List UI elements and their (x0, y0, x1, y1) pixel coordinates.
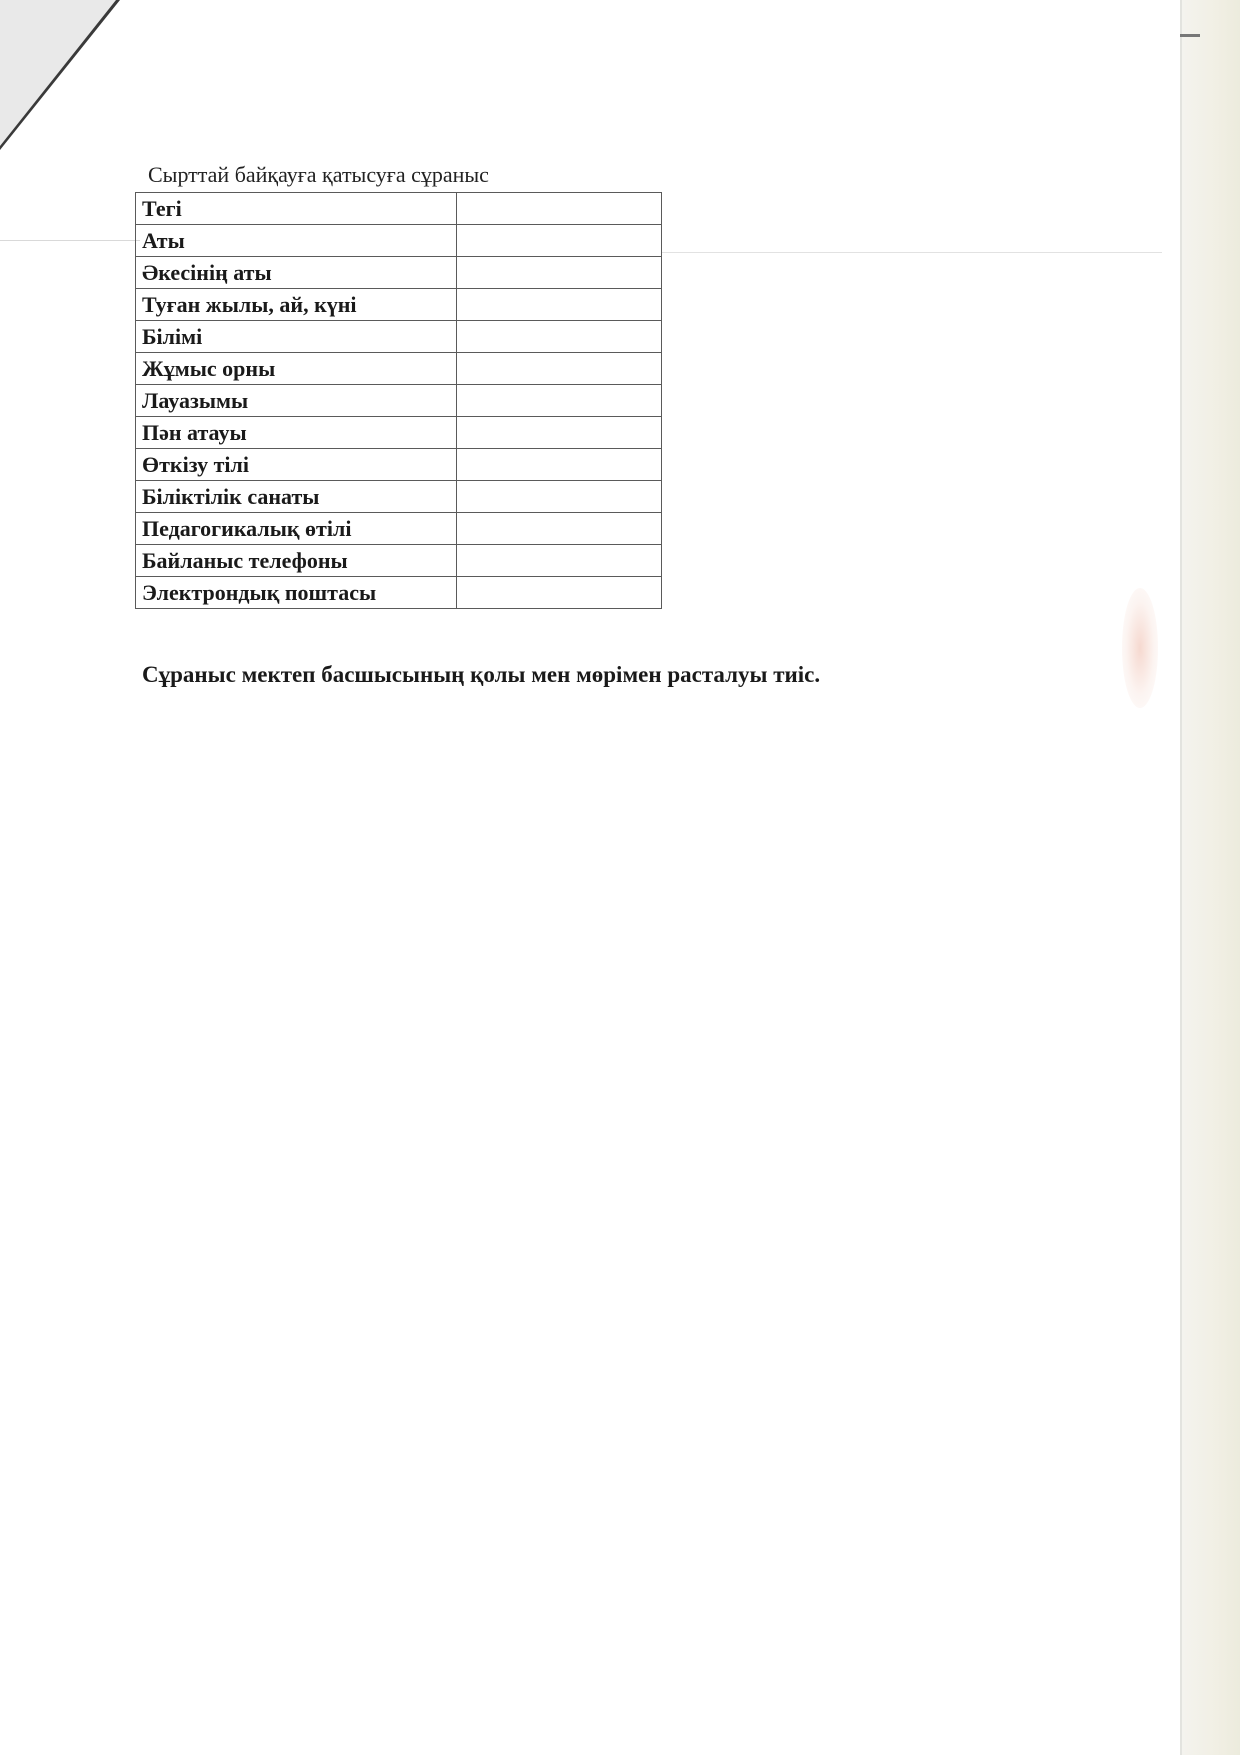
table-row (136, 577, 662, 609)
field-label: Лауазымы (136, 385, 457, 417)
field-value[interactable] (456, 513, 661, 545)
field-label: Педагогикалық өтілі (136, 513, 457, 545)
approval-note: Сұраныс мектеп басшысының қолы мен мөрімен расталуы тиіс. (142, 662, 821, 687)
field-label: Жұмыс орны (136, 353, 457, 385)
field-value[interactable] (456, 193, 661, 225)
field-value[interactable] (456, 449, 661, 481)
table-row (136, 257, 662, 289)
field-label: Өткізу тілі (136, 449, 457, 481)
field-value[interactable] (456, 481, 661, 513)
field-label: Біліктілік санаты (136, 481, 457, 513)
scan-artifact-line (662, 252, 1162, 253)
application-form-table (135, 192, 662, 609)
table-row (136, 417, 662, 449)
field-label: Білімі (136, 321, 457, 353)
page-edge-mark (1180, 34, 1200, 37)
field-value[interactable] (456, 577, 661, 609)
table-row (136, 481, 662, 513)
table-row (136, 449, 662, 481)
field-label: Туған жылы, ай, күні (136, 289, 457, 321)
field-value[interactable] (456, 417, 661, 449)
page-edge (1180, 0, 1240, 1755)
table-row (136, 513, 662, 545)
form-title: Сырттай байқауға қатысуға сұраныс (148, 162, 489, 187)
table-row (136, 225, 662, 257)
table-row (136, 321, 662, 353)
table-row (136, 353, 662, 385)
table-row (136, 385, 662, 417)
field-label: Пән атауы (136, 417, 457, 449)
field-value[interactable] (456, 353, 661, 385)
table-row (136, 545, 662, 577)
field-label: Электрондық поштасы (136, 577, 457, 609)
scan-artifact-line (0, 240, 140, 241)
field-value[interactable] (456, 289, 661, 321)
field-value[interactable] (456, 321, 661, 353)
field-label: Байланыс телефоны (136, 545, 457, 577)
field-value[interactable] (456, 257, 661, 289)
field-label: Тегі (136, 193, 457, 225)
field-value[interactable] (456, 385, 661, 417)
field-value[interactable] (456, 545, 661, 577)
paper-stain (1122, 588, 1158, 708)
table-row (136, 289, 662, 321)
table-row (136, 193, 662, 225)
page-corner-fold-inner (0, 0, 116, 146)
field-value[interactable] (456, 225, 661, 257)
field-label: Аты (136, 225, 457, 257)
field-label: Әкесінің аты (136, 257, 457, 289)
